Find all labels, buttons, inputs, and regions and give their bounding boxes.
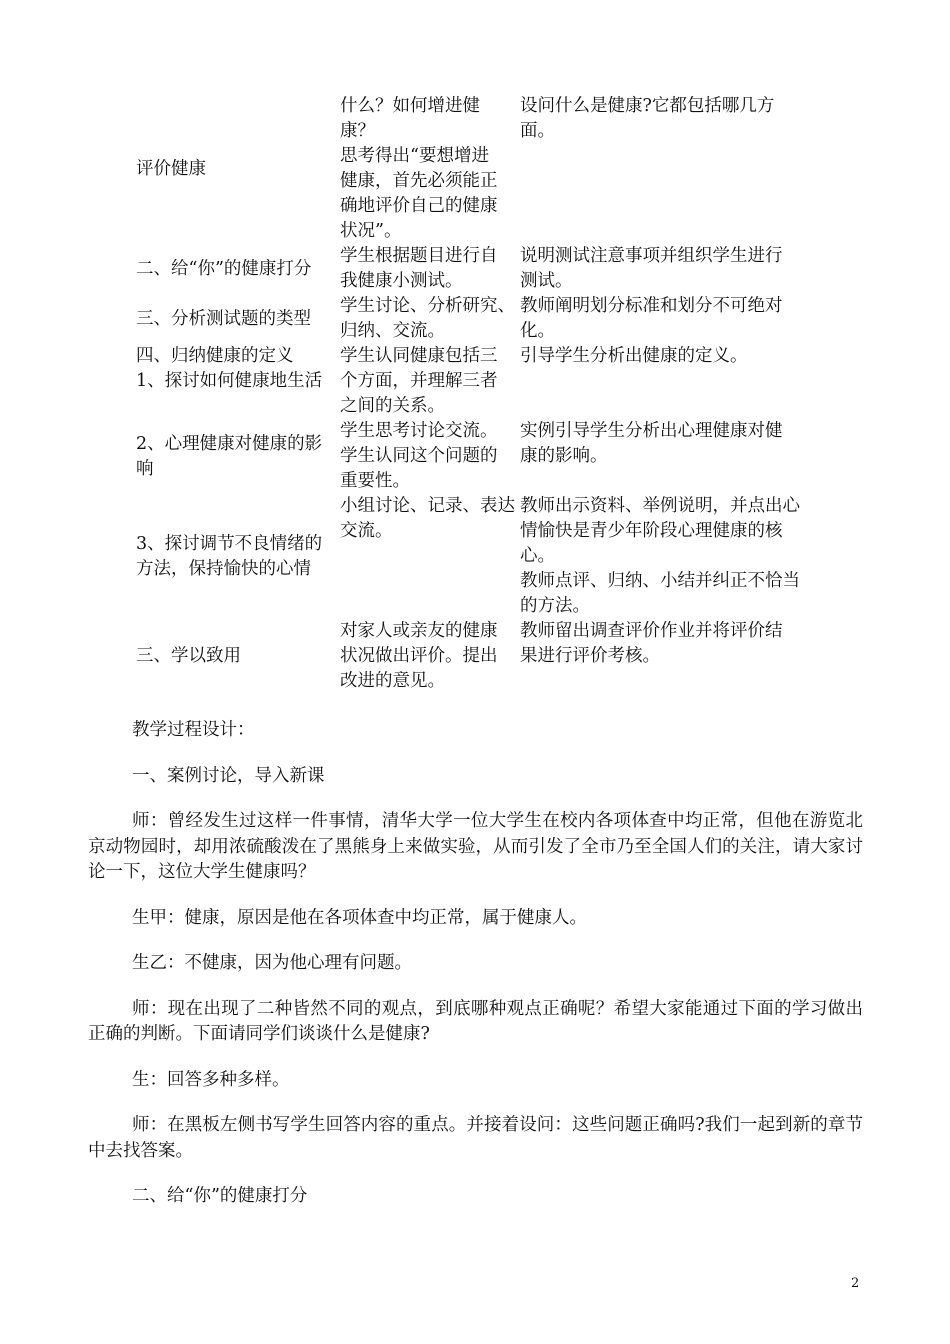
table-cell-teacher: 教师阐明划分标准和划分不可绝对 化。 bbox=[520, 296, 783, 341]
paragraph: 师：现在出现了二种皆然不同的观点，到底哪种观点正确呢？希望大家能通过下面的学习做出正确的判断。下面请同学们谈谈什么是健康? bbox=[88, 998, 863, 1044]
section-heading: 一、案例讨论，导入新课 bbox=[132, 765, 325, 786]
paragraph: 生乙：不健康，因为他心理有问题。 bbox=[132, 953, 412, 973]
table-row bbox=[136, 619, 816, 694]
table-row bbox=[136, 294, 816, 344]
table-cell-student: 学生思考讨论交流。 学生认同这个问题的 重要性。 bbox=[340, 421, 498, 491]
table-cell-student: 学生讨论、分析研究、 归纳、交流。 bbox=[340, 296, 515, 341]
table-cell-stage: 3、探讨调节不良情绪的方法，保持愉快的心情 bbox=[136, 533, 323, 579]
table-cell-stage: 四、归纳健康的定义 1、探讨如何健康地生活 bbox=[136, 346, 323, 391]
section-heading: 二、给“你”的健康打分 bbox=[132, 1186, 308, 1206]
paragraph: 生：回答多种多样。 bbox=[132, 1069, 290, 1090]
table-cell-teacher: 教师留出调查评价作业并将评价结 果进行评价考核。 bbox=[520, 621, 783, 666]
table-row bbox=[136, 94, 816, 244]
paragraph: 生甲：健康，原因是他在各项体查中均正常，属于健康人。 bbox=[132, 907, 587, 928]
table-row bbox=[136, 494, 816, 619]
table-cell-student: 什么？如何增进健 康？ 思考得出“要想增进 健康，首先必须能正 确地评价自己的健康 状况”。 bbox=[340, 96, 498, 241]
table-cell-stage: 评价健康 bbox=[136, 158, 206, 179]
table-cell-student: 学生认同健康包括三 个方面，并理解三者 之间的关系。 bbox=[340, 346, 498, 416]
paragraph: 师：曾经发生过这样一件事情，清华大学一位大学生在校内各项体查中均正常，但他在游览北京动物园时，却用浓硫酸泼在了黑熊身上来做实验，从而引发了全市乃至全国人们的关注，请大家讨论一下，这位大学生健康吗？ bbox=[88, 811, 863, 882]
table-cell-stage: 三、学以致用 bbox=[136, 646, 241, 666]
table-row bbox=[136, 344, 816, 419]
section-heading: 教学过程设计： bbox=[132, 720, 255, 740]
table-cell-student: 学生根据题目进行自 我健康小测试。 bbox=[340, 246, 498, 291]
table-cell-teacher: 实例引导学生分析出心理健康对健 康的影响。 bbox=[520, 421, 783, 466]
table-cell-teacher: 引导学生分析出健康的定义。 bbox=[520, 346, 748, 366]
table-cell-stage: 2、心理健康对健康的影响 bbox=[136, 433, 323, 479]
body-text bbox=[88, 718, 863, 1230]
paragraph: 师：在黑板左侧书写学生回答内容的重点。并接着设问：这些问题正确吗?我们一起到新的章节中去找答案。 bbox=[88, 1115, 863, 1161]
table-row bbox=[136, 244, 816, 294]
table-cell-student: 小组讨论、记录、表达 交流。 bbox=[340, 496, 515, 541]
page-number: 2 bbox=[851, 1276, 860, 1291]
table-cell-teacher: 设问什么是健康?它都包括哪几方 面。 bbox=[520, 96, 775, 141]
table-cell-student: 对家人或亲友的健康 状况做出评价。提出 改进的意见。 bbox=[340, 621, 498, 691]
table-row bbox=[136, 419, 816, 494]
table-cell-teacher: 说明测试注意事项并组织学生进行 测试。 bbox=[520, 246, 783, 291]
table-cell-stage: 二、给“你”的健康打分 bbox=[136, 258, 312, 279]
table-cell-teacher: 教师出示资料、举例说明，并点出心 情愉快是青少年阶段心理健康的核 心。 教师点评、归纳、小结并纠正不恰当 的方法。 bbox=[520, 496, 800, 616]
lesson-table bbox=[136, 94, 816, 694]
table-cell-stage: 三、分析测试题的类型 bbox=[136, 308, 311, 329]
